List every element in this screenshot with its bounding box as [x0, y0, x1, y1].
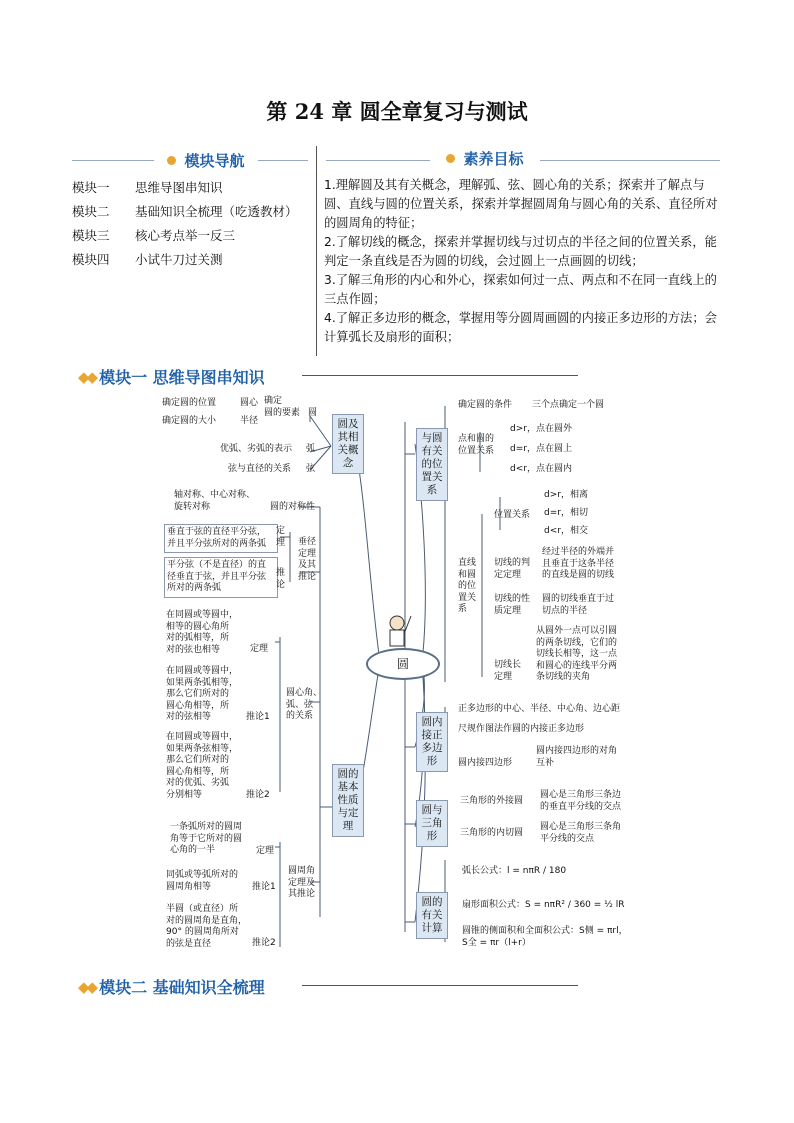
label-symmetry: 轴对称、中心对称、 旋转对称: [174, 490, 256, 512]
page-title: 第 24 章 圆全章复习与测试: [266, 99, 528, 124]
label-position-relation: 位置关系: [494, 510, 531, 520]
label-perp-diameter-theorem: 垂直于弦的直径平分弦， 并且平分弦所对的两条弧: [164, 524, 278, 553]
node-basic-properties[interactable]: 圆的 基本 性质 与定 理: [332, 764, 364, 837]
label-tangent: d=r，相切: [544, 508, 588, 518]
double-chevron-icon: ◆◆: [78, 367, 96, 386]
node-circle-triangle[interactable]: 圆与 三角 形: [416, 800, 448, 847]
goals-heading-text: 素养目标: [463, 150, 524, 168]
label-cyclic-quad: 圆内接四边形: [458, 758, 513, 768]
nav-item-4[interactable]: 模块四 小试牛刀过关测: [72, 252, 223, 267]
nav-divider-left: [72, 160, 154, 161]
label-theorem-3: 定理: [256, 846, 275, 856]
dot-icon: [446, 154, 455, 163]
label-point-on: d=r，点在圆上: [510, 444, 572, 454]
label-separate: d>r，相离: [544, 490, 588, 500]
label-corollary2: 推论2: [246, 790, 270, 800]
label-point-inside: d<r，点在圆内: [510, 464, 572, 474]
label-inscribed-theorem: 一条弧所对的圆周 角等于它所对的圆 心角的一半: [170, 822, 243, 855]
label-corollary: 推 论: [276, 568, 286, 590]
teacher-figure: [382, 614, 412, 648]
label-corollary2-b: 推论2: [252, 938, 276, 948]
column-divider: [316, 146, 317, 356]
label-center: 圆心: [240, 398, 259, 408]
label-arc: 弧: [306, 444, 316, 454]
label-position: 确定圆的位置: [162, 398, 217, 408]
goals-divider-left: [326, 160, 430, 161]
label-corollary1: 推论1: [246, 712, 270, 722]
label-perp-diameter-corollary: 平分弦（不是直径）的直 径垂直于弦，并且平分弦 所对的两条弧: [164, 557, 278, 598]
label-cyclic-quad-text: 圆内接四边形的对角 互补: [536, 746, 618, 768]
label-inscribed-corollary1: 同弧或等弧所对的 圆周角相等: [166, 870, 239, 892]
label-polygon-construct: 尺规作图法作圆的内接正多边形: [458, 724, 585, 734]
goal-item-1: 1.理解圆及其有关概念，理解弧、弦、圆心角的关系；探索并了解点与圆、直线与圆的位置关系，探索并掌握圆周角与圆心角的关系、直径所对的圆周角的特征；: [324, 178, 718, 230]
node-positional-relations[interactable]: 与圆 有关 的位 置关 系: [416, 428, 448, 501]
nav-divider-right: [258, 160, 308, 161]
module2-line: [302, 985, 578, 986]
nav-item-1[interactable]: 模块一 思维导图串知识: [72, 180, 223, 195]
label-incircle-text: 圆心是三角形三条角 平分线的交点: [540, 822, 622, 844]
center-node[interactable]: 圆: [366, 648, 440, 680]
label-arc-notation: 优弧、劣弧的表示: [220, 444, 293, 454]
label-corollary1-b: 推论1: [252, 882, 276, 892]
goal-item-3: 3.了解三角形的内心和外心，探索如何过一点、两点和不在同一直线上的三点作圆；: [324, 273, 717, 306]
label-tangent-criterion-text: 经过半径的外端并 且垂直于这条半径 的直线是圆的切线: [542, 547, 615, 580]
label-circumcircle-text: 圆心是三角形三条边 的垂直平分线的交点: [540, 790, 622, 812]
label-three-points: 三个点确定一个圆: [532, 400, 605, 410]
label-inscribed-angle: 圆周角 定理及 其推论: [288, 866, 316, 899]
goals-divider-right: [540, 160, 720, 161]
label-determine-circle: 确定圆的条件: [458, 400, 513, 410]
label-arc-chord-relation: 圆心角、 弧、弦 的关系: [286, 688, 323, 721]
nav-list: [72, 176, 312, 272]
label-elements: 确定 圆的要素: [264, 396, 301, 418]
label-tangent-criterion: 切线的判 定定理: [494, 558, 531, 580]
module2-heading: ◆◆ 模块二 基础知识全梳理: [78, 977, 265, 997]
dot-icon: [167, 156, 176, 165]
label-arc-theorem: 在同圆或等圆中， 相等的圆心角所 对的弧相等，所 对的弦也相等: [166, 610, 239, 655]
nav-heading: [154, 150, 258, 171]
label-perp-diameter: 垂径 定理 及其 推论: [298, 537, 317, 582]
node-circle-calculation[interactable]: 圆的 有关 计算: [416, 892, 448, 939]
mindmap: [160, 392, 640, 958]
label-arc-corollary1: 在同圆或等圆中， 如果两条弧相等， 那么它们所对的 圆心角相等，所 对的弦相等: [166, 666, 239, 722]
nav-item-2[interactable]: 模块二 基础知识全梳理（吃透教材）: [72, 204, 298, 219]
label-arc-length-formula: 弧长公式：l = nπR / 180: [462, 866, 567, 876]
module1-line: [302, 375, 578, 376]
module1-heading: ◆◆ 模块一 思维导图串知识: [78, 367, 265, 387]
label-chord: 弦: [306, 464, 316, 474]
label-polygon-terms: 正多边形的中心、半径、中心角、边心距: [458, 704, 621, 714]
goal-item-2: 2.了解切线的概念，探索并掌握切线与过切点的半径之间的位置关系，能判定一条直线是否为圆的切线，会过圆上一点画圆的切线；: [324, 235, 717, 268]
label-sector-area-formula: 扇形面积公式：S = nπR² / 360 = ½ lR: [462, 900, 625, 910]
label-symmetry-title: 圆的对称性: [270, 502, 316, 512]
label-tangent-property-text: 圆的切线垂直于过 切点的半径: [542, 594, 615, 616]
label-point-outside: d>r，点在圆外: [510, 424, 572, 434]
goal-item-4: 4.了解正多边形的概念，掌握用等分圆周画圆的内接正多边形的方法；会计算弧长及扇形的面积；: [324, 311, 717, 344]
label-circle: 圆: [308, 408, 318, 418]
label-point-circle: 点和圆的 位置关系: [458, 434, 495, 456]
label-theorem-2: 定理: [250, 644, 269, 654]
label-tangent-length: 切线长 定理: [494, 660, 522, 682]
label-incircle: 三角形的内切圆: [460, 828, 524, 838]
double-chevron-icon: ◆◆: [78, 977, 96, 996]
teacher-icon: [382, 614, 412, 648]
label-theorem: 定 理: [276, 526, 286, 548]
label-inscribed-corollary2: 半圆（或直径）所 对的圆周角是直角， 90° 的圆周角所对 的弦是直径: [166, 904, 248, 949]
label-size: 确定圆的大小: [162, 416, 217, 426]
nav-heading-text: 模块导航: [184, 152, 245, 170]
label-cone-area-formula: 圆锥的侧面积和全面积公式：S侧 = πrl， S全 = πr（l+r）: [462, 926, 628, 948]
label-intersect: d<r，相交: [544, 526, 588, 536]
label-radius: 半径: [240, 416, 259, 426]
label-chord-diameter: 弦与直径的关系: [228, 464, 292, 474]
label-tangent-property: 切线的性 质定理: [494, 594, 531, 616]
goals-heading: [430, 148, 540, 169]
node-inscribed-polygon[interactable]: 圆内 接正 多边 形: [416, 712, 448, 772]
goals-list: [324, 176, 722, 347]
label-circumcircle: 三角形的外接圆: [460, 796, 524, 806]
label-line-circle: 直线 和圆 的位 置关 系: [458, 558, 477, 614]
label-arc-corollary2: 在同圆或等圆中， 如果两条弦相等， 那么它们所对的 圆心角相等，所 对的优弧、劣弧 分别相等: [166, 732, 239, 800]
node-circle-concepts[interactable]: 圆及 其相 关概 念: [332, 414, 364, 474]
nav-item-3[interactable]: 模块三 核心考点举一反三: [72, 228, 236, 243]
label-tangent-length-text: 从圆外一点可以引圆 的两条切线，它们的 切线长相等，这一点 和圆心的连线平分两 条切线的夹角: [536, 626, 618, 682]
